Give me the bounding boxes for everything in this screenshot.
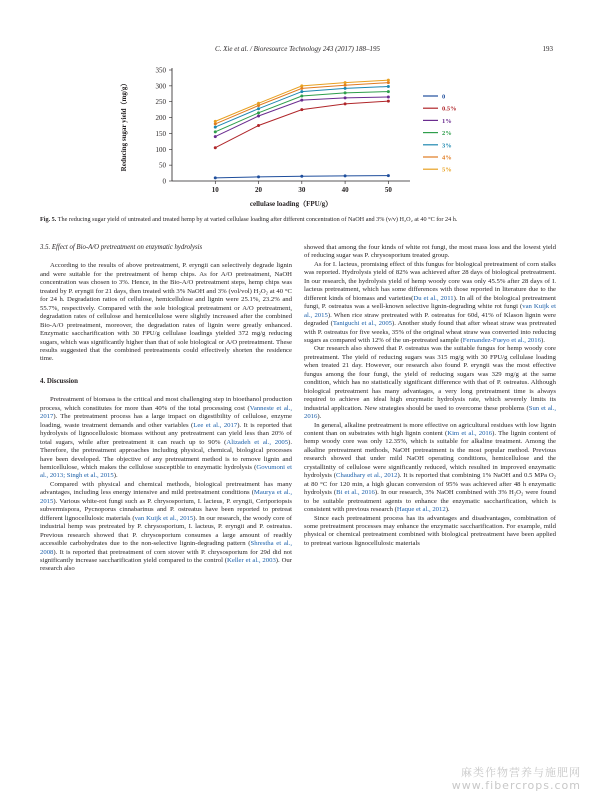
text: ). (317, 413, 322, 421)
text: ). It is reported that combining 1% NaOH and 0.5 MPa O₂ at 80 °C for 120 min, a high glucan conversion of 95% was achieved after 48 h enzymatic hydrolysis ( (304, 472, 557, 497)
y-tick-label: 0 (162, 177, 166, 186)
citation-link[interactable]: Alizadeh et al., 2005 (226, 438, 289, 446)
citation-link[interactable]: Govumoni et al., 2013; Singh et al., 2015 (40, 463, 292, 480)
text: ). (445, 506, 450, 514)
figure-caption (40, 216, 555, 224)
y-tick-label: 300 (155, 82, 166, 91)
data-point (387, 174, 390, 177)
text: ). The pretreatment process has a large impact on digestibility of cellulose, enzyme loading, waste treatment demands and other variables ( (40, 413, 292, 429)
citation-link[interactable]: Vanneste et al., 2017 (40, 404, 292, 421)
section-3-5-heading: 3.5. Effect of Bio-A/O pretreatment on enzymatic hydrolysis (40, 244, 203, 251)
citation-link[interactable]: Haque et al., 2012 (396, 506, 446, 514)
data-point (300, 108, 303, 111)
paragraph (304, 261, 556, 346)
data-point (214, 135, 217, 138)
citation-link[interactable]: Du et al., 2011 (413, 294, 454, 302)
data-point (257, 111, 260, 114)
citation-link[interactable]: Kim et al., 2016 (447, 429, 493, 437)
text: ). The lignin content of hemp woody core was only 12.35%, which is suitable for alkaline treatment. Among the alkaline pretreatment methods, NaOH pretreatment is the most popular method. Previous research showed that under mild NaOH operating conditions, hemicellulose and the crystallinity of cellulose were significantly reduced, which resulted in improved enzymatic hydrolysis ( (304, 429, 556, 480)
citation-link[interactable]: van Kuijk et al., 2015 (304, 303, 556, 319)
citation-link[interactable]: Lee et al., 2017 (193, 421, 238, 429)
text: ). In our research, 3% NaOH combined with 3% H₂O₂ were found to be suitable pretreatment agents to enhance the enzymatic saccharification, which is consistent with previous research ( (304, 489, 556, 514)
citation-link[interactable]: Keller et al., 2003 (227, 556, 276, 564)
caption-text: The reducing sugar yield of untreated and treated hemp by at varied cellulase loading after different concentration of NaOH and 3% (v/v) H₂O₂ at 40 °C for 24 h. (56, 216, 458, 223)
y-tick-label: 200 (155, 114, 166, 123)
data-point (300, 95, 303, 98)
text: Compared with physical and chemical methods, biological pretreatment has many advantages, including less energy intensive and mild pretreatment conditions ( (40, 480, 292, 497)
data-point (300, 99, 303, 102)
text: Pretreatment of biomass is the critical and most challenging step in bioethanol production process, which constitutes for more than 40% of the total processing cost ( (40, 396, 292, 412)
data-point (387, 100, 390, 103)
data-point (344, 81, 347, 84)
text: ). Another study found that after wheat straw was pretreated with P. ostreatus for five weeks, 35% of the original wheat straw was converted into reducing sugars as compared with 12% of the un-pretreated sample ( (304, 320, 557, 344)
text: ). Our research also (40, 556, 292, 573)
legend-entry: 5% (442, 166, 452, 174)
data-point (300, 90, 303, 93)
data-point (257, 124, 260, 127)
paragraph: Since each pretreatment process has its advantages and disadvantages, combination of some pretreatment processes may enhance the enzymatic saccharification. For example, mild physical or chemical pretreatment combined with biological pretreatment have been applied to pretreat various lignocellulosic materials (304, 514, 556, 547)
data-point (300, 175, 303, 178)
data-point (387, 85, 390, 88)
right-column (304, 244, 556, 548)
y-tick-label: 150 (155, 129, 166, 138)
journal-citation: C. Xie et al. / Bioresource Technology 243 (2017) 188–195 (214, 45, 381, 53)
citation-link[interactable]: Chaudhary et al., 2012 (336, 472, 398, 480)
paragraph: showed that among the four kinds of white rot fungi, the most mass loss and the lowest yield of reducing sugar was P. chrysosporium treated group. (304, 244, 556, 260)
paragraph (304, 422, 556, 515)
data-point (257, 175, 260, 178)
section-4-heading: 4. Discussion (40, 377, 78, 385)
data-point (387, 90, 390, 93)
text: As for I. lacteus, promising effect of this fungus for biological pretreatment of corn stalks was reported. Hydrolysis yield of 82% was achieved after 28 days of biological pretreatment. In our research, the hydrolysis yield of hemp woody core was only 45.5% after 28 days of I. lacteus pretreatment, which has some differences with those reported in literature due to the different kinds of biomass and varieties( (304, 260, 556, 302)
watermark-line: 麻类作物营养与施肥网 (461, 766, 581, 779)
legend-entry: 4% (442, 154, 452, 162)
running-header (40, 45, 555, 57)
data-point (214, 120, 217, 123)
data-point (387, 79, 390, 82)
y-tick-label: 250 (155, 98, 166, 107)
paragraph (40, 481, 292, 574)
data-point (344, 91, 347, 94)
data-point (300, 84, 303, 87)
text: In general, alkaline pretreatment is more effective on agricultural residues with low lignin content than on substrates with high lignin content ( (304, 421, 556, 437)
paragraph (40, 396, 292, 481)
text: ). Various white-rot fungi such as P. chrysosporium, I. lacteus, P. eryngii, Ceriporiopsis subvermispora, Pycnoporus cinnabarinus and P. ostreatus have been reported to pretreat different lignocellulosic materials ( (40, 497, 292, 522)
citation-link[interactable]: Shrestha et al., 2008 (40, 540, 292, 556)
text: ). It is reported that pretreatment of corn stover with P. chrysosporium for 29d did not significantly increase saccharification yield compared to the control ( (40, 548, 292, 564)
left-column (40, 244, 292, 574)
data-point (344, 96, 347, 99)
caption-label: Fig. 5. (40, 216, 57, 223)
x-tick-label: 50 (384, 186, 392, 194)
data-point (214, 130, 217, 133)
legend-entry: 2% (442, 130, 452, 138)
y-axis-label: Reducing sugar yield（mg/g） (120, 79, 128, 172)
data-point (344, 174, 347, 177)
text: ). It is reported that hydrolysis of lignocellulosic biomass without any pretreatment can yield less than 20% of total sugars, while after pretreatment it can reach up to 90% ( (40, 421, 292, 446)
data-point (214, 146, 217, 149)
data-point (344, 102, 347, 105)
citation-link[interactable]: Fernandez-Fueyo et al., 2016 (462, 336, 541, 344)
paragraph: According to the results of above pretreatment, P. eryngii can selectively degrade lignin and were suitable for the pretreatment of hemp chips. As for A/O pretreatment, NaOH concentration was chosen to 3%. Hence, in the Bio-A/O pretreatment steps, hemp chips was treated by P. eryngii for 21 days, then treated with 3% NaOH and 3% (vol/vol) H₂O₂ at 40 °C for 24 h. Degradation ratios of cellulose, hemicellulose and lignin were 25.1%, 23.2% and 55.7%, respectively. Compared with the sole biological pretreatment or A/O pretreatment, degradation rates of cellulose and hemicellulose were slightly increased after the combined Bio-A/O pretreatment, moreover, the degradation rates of lignin were greatly enhanced. Enzymatic saccharification with 30 FPU/g cellulase loadings yielded 372 mg/g reducing sugars, which was significantly higher than that of sole biological or A/O pretreatment. These results suggested that the combined pretreatments could effectively shorten the residence time. (40, 262, 292, 363)
figure-5-chart (110, 60, 490, 210)
y-tick-label: 100 (155, 145, 166, 154)
legend-entry: 0 (442, 93, 446, 101)
data-point (214, 176, 217, 179)
y-tick-label: 50 (159, 161, 166, 170)
watermark (452, 766, 581, 792)
x-tick-label: 10 (211, 186, 219, 194)
legend-entry: 3% (442, 142, 452, 150)
data-point (214, 126, 217, 129)
data-point (257, 114, 260, 117)
text: ). When rice straw pretreated with P. ostreatus for 60d, 41% of Klason lignin were degraded ( (304, 311, 557, 328)
paragraph (304, 345, 556, 421)
citation-link[interactable]: Taniguchi et al., 2005 (332, 320, 393, 328)
data-point (257, 102, 260, 105)
data-point (344, 87, 347, 90)
text: ). In all of the biological pretreatment fungi, P. ostreatus was a well-known selective lignin-degrading white rot fungi ( (304, 294, 557, 311)
watermark-line: www.fibercrops.com (451, 779, 581, 792)
data-point (387, 95, 390, 98)
text: Our research also showed that P. ostreatus was the suitable fungus for hemp woody core pretreatment. The yield of reducing sugars was 315 mg/g with 30 FPU/g cellulase loading when treated 21 day. However, our research also found P. eryngii was the most effective fungus among the four fungi, the yield of reducing sugars was 329 mg/g at the same condition, which has no statistically significant difference with that of P. ostreatus. Although biological pretreatment has many advantages, a very long pretreatment time is always required to achieve an ideal high enzymatic hydrolysis rate, which severely limits its industrial application. New strategies should be used to overcome these problems ( (304, 345, 556, 412)
page-number: 193 (542, 45, 553, 53)
citation-link[interactable]: Maurya et al., 2015 (40, 489, 292, 505)
y-tick-label: 350 (155, 66, 166, 75)
x-tick-label: 40 (341, 186, 349, 194)
legend-entry: 0.5% (442, 105, 457, 113)
x-axis-label: cellulase loading（FPU/g） (249, 200, 333, 208)
text: ). Therefore, the pretreatment approaches including physical, chemical, biological processes have been developed. The objective of any pretreatment method is to remove lignin and hemicellulose, which makes the cellulose susceptible to enzymatic hydrolysis ( (40, 438, 293, 471)
citation-link[interactable]: Sun et al., 2016 (304, 404, 557, 421)
text: ). (540, 336, 545, 344)
x-tick-label: 20 (255, 186, 263, 194)
citation-link[interactable]: van Kuijk et al., 2015 (134, 514, 194, 522)
legend-entry: 1% (442, 117, 452, 125)
citation-link[interactable]: Bi et al., 2016 (336, 489, 375, 497)
x-tick-label: 30 (298, 186, 306, 194)
text: ). In our research, the woody core of industrial hemp was pretreated by P. chrysosporium, I. lacteus, P. eryngii and P. ostreatus. Previous research showed that P. chrysosporium consumes a large amount of readily accessible carbohydrates due to the non-selective lignin-degrading pattern ( (40, 514, 292, 548)
text: ). (113, 472, 118, 480)
data-point (257, 107, 260, 110)
